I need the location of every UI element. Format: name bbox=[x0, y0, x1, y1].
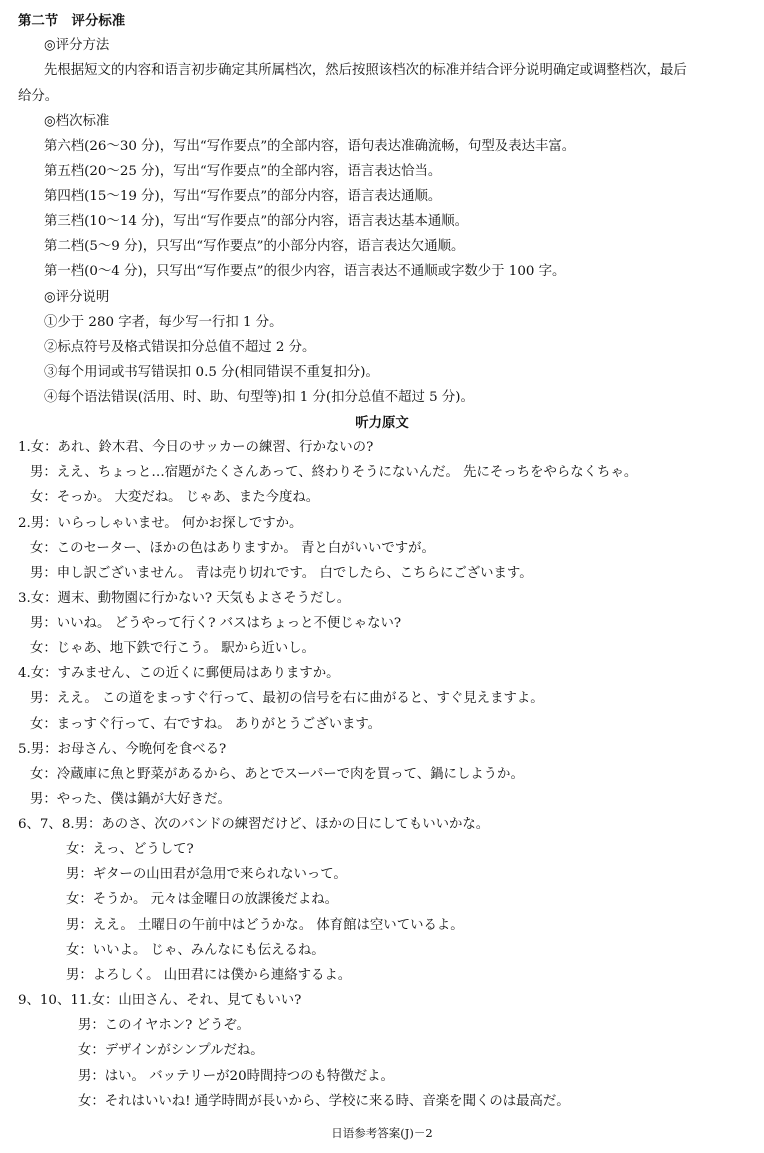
level-item: 第五档(20～25 分)，写出“写作要点”的全部内容，语言表达恰当。 bbox=[44, 164, 442, 179]
method-title: ◎评分方法 bbox=[44, 38, 110, 53]
method-text-cont: 给分。 bbox=[18, 89, 59, 104]
dialogue-line: 男：このイヤホン? どうぞ。 bbox=[78, 1018, 250, 1033]
dialogue-line: 女：えっ、どうして? bbox=[66, 842, 194, 857]
dialogue-line: 男：はい。 バッテリーが20時間持つのも特徴だよ。 bbox=[78, 1069, 394, 1084]
dialogue-line: 6、7、8.男：あのさ、次のバンドの練習だけど、ほかの日にしてもいいかな。 bbox=[18, 817, 490, 832]
dialogue-line: 女：そっか。 大変だね。 じゃあ、また今度ね。 bbox=[30, 490, 320, 505]
dialogue-line: 女：冷蔵庫に魚と野菜があるから、あとでスーパーで肉を買って、鍋にしようか。 bbox=[30, 767, 524, 782]
dialogue-line: 5.男：お母さん、今晩何を食べる? bbox=[18, 742, 227, 757]
dialogue-line: 4.女：すみません、この近くに郵便局はありますか。 bbox=[18, 666, 340, 681]
dialogue-line: 9、10、11.女：山田さん、それ、見てもいい? bbox=[18, 993, 302, 1008]
dialogue-line: 男：ええ。 この道をまっすぐ行って、最初の信号を右に曲がると、すぐ見えますよ。 bbox=[30, 691, 544, 706]
dialogue-line: 男：よろしく。 山田君には僕から連絡するよ。 bbox=[66, 968, 352, 983]
dialogue-line: 2.男：いらっしゃいませ。 何かお探しですか。 bbox=[18, 516, 303, 531]
dialogue-line: 男：申し訳ございません。 青は売り切れです。 白でしたら、こちらにございます。 bbox=[30, 566, 533, 581]
page-footer: 日语参考答案(J)－2 bbox=[331, 1126, 433, 1140]
note-item: ④每个语法错误(活用、时、助、句型等)扣 1 分(扣分总值不超过 5 分)。 bbox=[44, 390, 474, 405]
dialogue-line: 1.女：あれ、鈴木君、今日のサッカーの練習、行かないの? bbox=[18, 440, 374, 455]
dialogue-line: 男：ええ、ちょっと…宿題がたくさんあって、終わりそうにないんだ。 先にそっちをやらなくちゃ。 bbox=[30, 465, 638, 480]
level-item: 第二档(5～9 分)，只写出“写作要点”的小部分内容，语言表达欠通顺。 bbox=[44, 239, 465, 254]
listening-title: 听力原文 bbox=[355, 415, 409, 431]
dialogue-line: 女：デザインがシンプルだね。 bbox=[78, 1043, 264, 1058]
dialogue-line: 男：やった、僕は鍋が大好きだ。 bbox=[30, 792, 231, 807]
dialogue-line: 女：いいよ。 じゃ、みんなにも伝えるね。 bbox=[66, 943, 325, 958]
levels-title: ◎档次标准 bbox=[44, 114, 110, 129]
level-item: 第四档(15～19 分)，写出“写作要点”的部分内容，语言表达通顺。 bbox=[44, 189, 442, 204]
dialogue-line: 男：ええ。 土曜日の午前中はどうかな。 体育館は空いているよ。 bbox=[66, 918, 464, 933]
notes-title: ◎评分说明 bbox=[44, 290, 110, 305]
dialogue-line: 3.女：週末、動物園に行かない? 天気もよさそうだし。 bbox=[18, 591, 351, 606]
section-heading: 第二节 评分标准 bbox=[18, 13, 126, 29]
note-item: ①少于 280 字者，每少写一行扣 1 分。 bbox=[44, 315, 283, 330]
dialogue-line: 女：じゃあ、地下鉄で行こう。 駅から近いし。 bbox=[30, 641, 315, 656]
level-item: 第三档(10～14 分)，写出“写作要点”的部分内容，语言表达基本通顺。 bbox=[44, 214, 469, 229]
dialogue-line: 男：ギターの山田君が急用で来られないって。 bbox=[66, 867, 347, 882]
dialogue-line: 女：そうか。 元々は金曜日の放課後だよね。 bbox=[66, 892, 339, 907]
note-item: ③每个用词或书写错误扣 0.5 分(相同错误不重复扣分)。 bbox=[44, 365, 379, 380]
dialogue-line: 女：このセーター、ほかの色はありますか。 青と白がいいですが。 bbox=[30, 541, 435, 556]
method-text: 先根据短文的内容和语言初步确定其所属档次，然后按照该档次的标准并结合评分说明确定或调整档次，最后 bbox=[44, 63, 687, 78]
dialogue-line: 男：いいね。 どうやって行く? バスはちょっと不便じゃない? bbox=[30, 616, 402, 631]
dialogue-line: 女：まっすぐ行って、右ですね。 ありがとうございます。 bbox=[30, 717, 382, 732]
level-item: 第一档(0～4 分)，只写出“写作要点”的很少内容，语言表达不通顺或字数少于 100 字。 bbox=[44, 264, 566, 279]
dialogue-line: 女：それはいいね! 通学時間が長いから、学校に来る時、音楽を聞くのは最高だ。 bbox=[78, 1094, 570, 1109]
level-item: 第六档(26～30 分)，写出“写作要点”的全部内容，语句表达准确流畅，句型及表达丰富。 bbox=[44, 139, 576, 154]
note-item: ②标点符号及格式错误扣分总值不超过 2 分。 bbox=[44, 340, 316, 355]
